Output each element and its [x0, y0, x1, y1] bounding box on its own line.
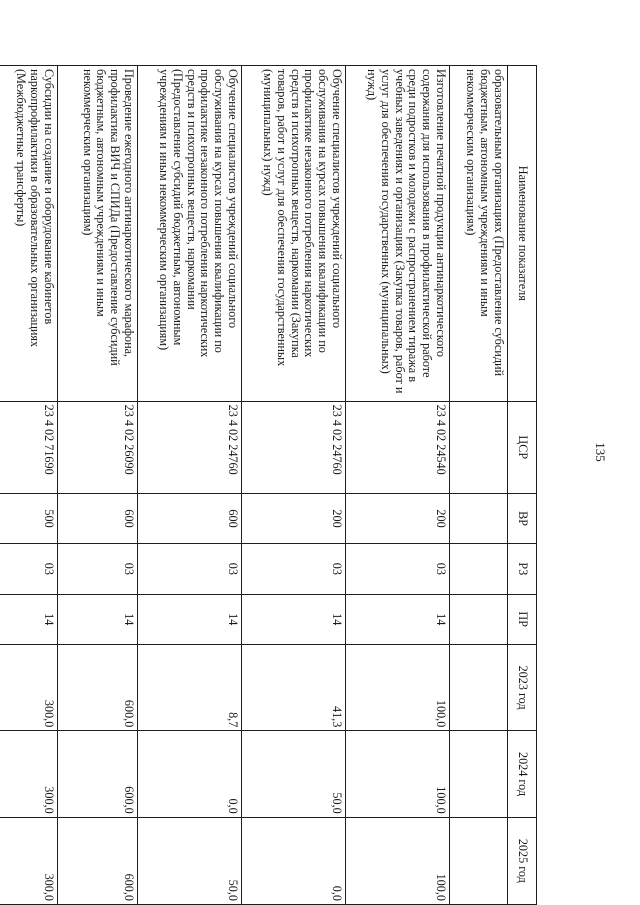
row-name: Проведение ежегодного антинаркотического марафона, профилактика ВИЧ и СПИДа (Предоставление субсидий бюджетным, автономным учреждениям и иным некоммерческим организациям) — [58, 66, 138, 402]
header-2025: 2025 год — [508, 817, 537, 904]
row-2023: 8,7 — [138, 644, 242, 730]
header-name: Наименование показателя — [508, 66, 537, 402]
row-rz: 03 — [242, 544, 346, 594]
row-pr: 14 — [58, 594, 138, 644]
row-pr: 14 — [138, 594, 242, 644]
header-rz: РЗ — [508, 544, 537, 594]
row-2024: 50,0 — [242, 731, 346, 817]
row-rz: 03 — [58, 544, 138, 594]
row-name: Субсидии на создание и оборудование кабинетов наркопрофилактики в образовательных организациях (Межбюджетные трансферты) — [0, 66, 58, 402]
table-row — [0, 66, 58, 905]
row-vr: 500 — [0, 493, 58, 543]
row-vr — [450, 493, 508, 543]
table-row — [242, 66, 346, 905]
table-header-row — [508, 66, 537, 905]
row-2025 — [450, 817, 508, 904]
budget-table-container — [14, 65, 537, 905]
row-2023: 100,0 — [346, 644, 450, 730]
header-pr: ПР — [508, 594, 537, 644]
row-rz: 03 — [346, 544, 450, 594]
row-2025: 50,0 — [138, 817, 242, 904]
row-rz: 03 — [138, 544, 242, 594]
row-2024 — [450, 731, 508, 817]
table-row — [58, 66, 138, 905]
row-name: Изготовление печатной продукции антинаркотического содержания для использования в профилактической работе среди подростков и молодежи с распространением тиража в учебных заведениях и организациях (Закупка товаров, работ и услуг для обеспечения государственных (муниципальных) нужд) — [346, 66, 450, 402]
row-vr: 600 — [58, 493, 138, 543]
row-pr: 14 — [242, 594, 346, 644]
table-row — [346, 66, 450, 905]
page-number: 135 — [593, 442, 608, 462]
row-rz — [450, 544, 508, 594]
row-rz: 03 — [0, 544, 58, 594]
row-csr — [450, 401, 508, 493]
row-csr: 23 4 02 24760 — [138, 401, 242, 493]
row-2024: 0,0 — [138, 731, 242, 817]
row-csr: 23 4 02 26090 — [58, 401, 138, 493]
row-vr: 600 — [138, 493, 242, 543]
row-pr: 14 — [346, 594, 450, 644]
row-2023: 600,0 — [58, 644, 138, 730]
table-row — [138, 66, 242, 905]
row-pr — [450, 594, 508, 644]
header-vr: ВР — [508, 493, 537, 543]
table-row — [450, 66, 508, 905]
header-2024: 2024 год — [508, 731, 537, 817]
row-2025: 100,0 — [346, 817, 450, 904]
row-2025: 0,0 — [242, 817, 346, 904]
row-name: Обучение специалистов учреждений социального обслуживания на курсах повышения квалификации по профилактике незаконного потребления наркотических средств и психотропных веществ, наркомании (Закупка товаров, работ и услуг для обеспечения государственных (муниципальных) нужд) — [242, 66, 346, 402]
row-vr: 200 — [346, 493, 450, 543]
row-2023 — [450, 644, 508, 730]
header-2023: 2023 год — [508, 644, 537, 730]
row-name: Обучение специалистов учреждений социального обслуживания на курсах повышения квалификации по профилактике незаконного потребления наркотических средств и психотропных веществ, наркомании (Предоставление субсидий бюджетным, автономным учреждениям и иным некоммерческим организациям) — [138, 66, 242, 402]
row-csr: 23 4 02 71690 — [0, 401, 58, 493]
budget-table — [0, 65, 537, 905]
row-2023: 41,3 — [242, 644, 346, 730]
row-2025: 600,0 — [58, 817, 138, 904]
row-2023: 300,0 — [0, 644, 58, 730]
header-csr: ЦСР — [508, 401, 537, 493]
row-2024: 600,0 — [58, 731, 138, 817]
row-2024: 100,0 — [346, 731, 450, 817]
row-name: образовательным организациях (Предоставление субсидий бюджетным, автономным учреждениям и иным некоммерческим организациям) — [450, 66, 508, 402]
row-2025: 300,0 — [0, 817, 58, 904]
row-2024: 300,0 — [0, 731, 58, 817]
row-vr: 200 — [242, 493, 346, 543]
row-csr: 23 4 02 24540 — [346, 401, 450, 493]
row-pr: 14 — [0, 594, 58, 644]
row-csr: 23 4 02 24760 — [242, 401, 346, 493]
